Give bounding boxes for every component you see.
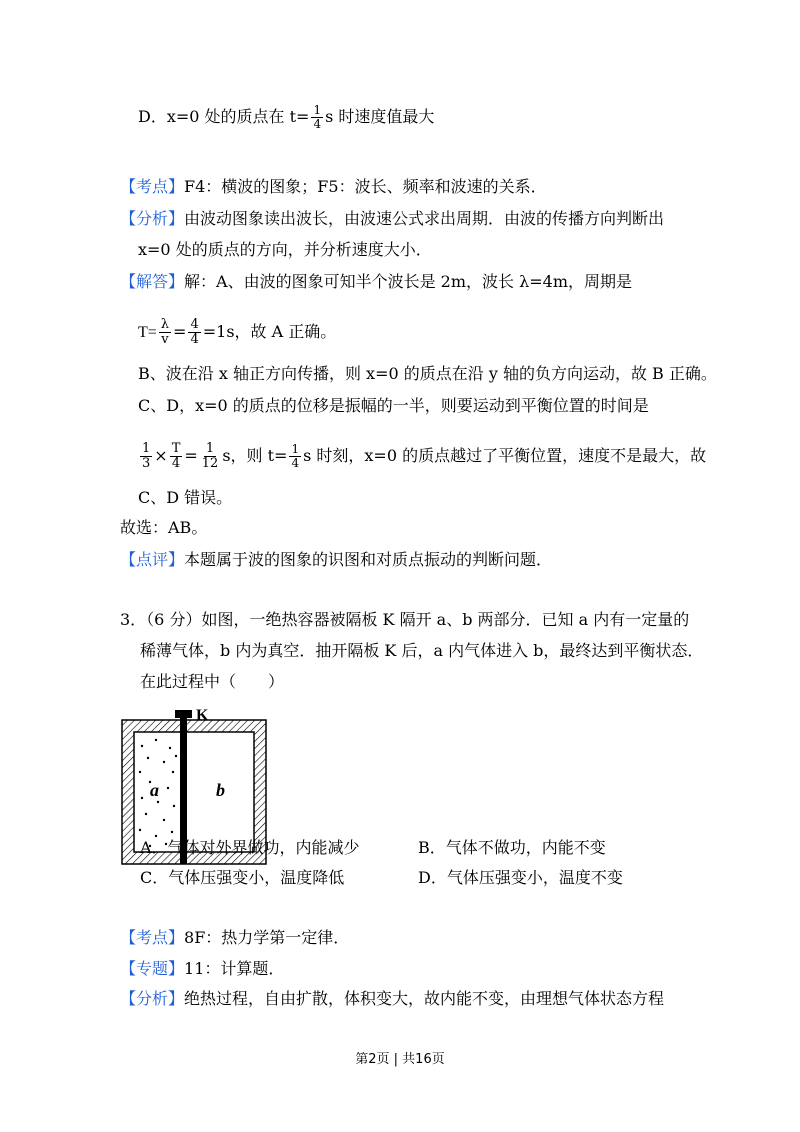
fraction: $\frac{1}{4}$ [313, 103, 322, 131]
jieda-tag: 【解答】 [120, 272, 185, 291]
jieda-line-c: C、D，x=0 的质点的位移是振幅的一半，则要运动到平衡位置的时间是 [138, 396, 649, 415]
kaodian-tag: 【考点】 [120, 177, 185, 196]
jieda-line-b: B、波在沿 x 轴正方向传播，则 x=0 的质点在沿 y 轴的负方向运动，故 B 正确。 [138, 364, 717, 383]
answer-line: 故选：AB。 [120, 518, 208, 537]
option-b: B．气体不做功，内能不变 [418, 838, 606, 857]
jieda-line: 【解答】解：A、由波的图象可知半个波长是 2m，波长 λ=4m，周期是 [120, 272, 632, 291]
fenxi-tag: 【分析】 [120, 989, 185, 1008]
fraction-lambda-v: $\frac{\lambda}{v}$ [160, 317, 170, 347]
fenxi-line: 【分析】由波动图象读出波长，由波速公式求出周期．由波的传播方向判断出 [120, 209, 665, 228]
q3-kaodian-line: 【考点】8F：热力学第一定律． [120, 928, 350, 947]
zhuanti-tag: 【专题】 [120, 959, 185, 978]
fenxi-tag: 【分析】 [120, 209, 185, 228]
time-equation: $\frac{1}{3}$ × $\frac{T}{4}$ = $\frac{1}{12}$ s，则 t= $\frac{1}{4}$ s 时刻，x=0 的质点越过了平衡位置，速度不是最大，故 [142, 441, 707, 471]
option-d-prev: D．x=0 处的质点在 t= $\frac{1}{4}$ s 时速度值最大 [138, 103, 435, 131]
label-b: b [216, 780, 225, 800]
fenxi-line-2: x=0 处的质点的方向，并分析速度大小． [138, 240, 432, 259]
option-d: D．气体压强变小，温度不变 [418, 868, 623, 887]
page-footer: 第2页 | 共16页 [355, 1052, 445, 1067]
question-3-line-3: 在此过程中（ ） [140, 672, 285, 691]
q3-fenxi-line: 【分析】绝热过程，自由扩散，体积变大，故内能不变，由理想气体状态方程 [120, 989, 665, 1008]
partition-k-handle [175, 710, 192, 718]
label-a: a [150, 780, 159, 800]
option-a: A．气体对外界做功，内能减少 [140, 838, 360, 857]
fraction-t-4: $\frac{T}{4}$ [171, 441, 181, 471]
question-3-line-1: 3．（6 分）如图，一绝热容器被隔板 K 隔开 a、b 两部分．已知 a 内有一定量的 [120, 610, 690, 629]
q3-zhuanti-line: 【专题】11：计算题． [120, 959, 285, 978]
kaodian-tag: 【考点】 [120, 928, 185, 947]
fraction-1-4: $\frac{1}{4}$ [291, 442, 300, 470]
label-k: K [196, 707, 209, 724]
fraction-1-12: $\frac{1}{12}$ [201, 441, 219, 471]
option-c: C．气体压强变小，温度降低 [140, 868, 345, 887]
dianping-line: 【点评】本题属于波的图象的识图和对质点振动的判断问题． [120, 550, 553, 569]
kaodian-line: 【考点】F4：横波的图象；F5：波长、频率和波速的关系． [120, 177, 547, 196]
fraction-4-4: $\frac{4}{4}$ [190, 317, 199, 347]
dianping-tag: 【点评】 [120, 550, 185, 569]
period-equation: T= $\frac{\lambda}{v}$ = $\frac{4}{4}$ =1s，故 A 正确。 [138, 317, 337, 347]
fraction-1-3: $\frac{1}{3}$ [142, 441, 151, 471]
question-3-line-2: 稀薄气体，b 内为真空．抽开隔板 K 后，a 内气体进入 b，最终达到平衡状态． [140, 641, 704, 660]
jieda-line-cd: C、D 错误。 [138, 488, 233, 507]
